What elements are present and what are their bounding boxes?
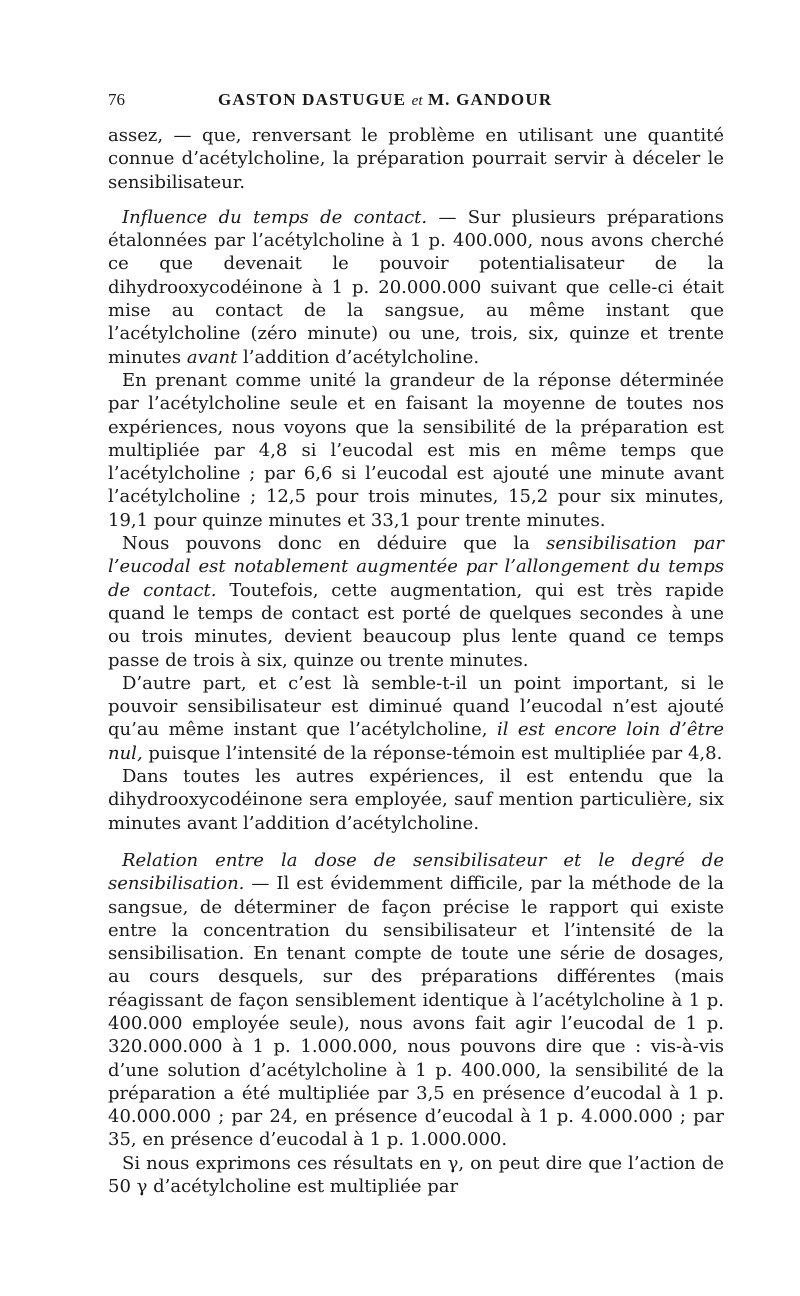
paragraph-results: En prenant comme unité la grandeur de la réponse déterminée par l’acétylcholine seule et en faisant la moyenne de toutes nos expériences, nous voyons que la sensibilité de la préparation est multipliée par 4,8 si l’eucodal est mis en même temps que l’acétylcholine ; par 6,6 si l’eucodal est ajouté une minute avant l’acétylcholine ; 12,5 pour trois minutes, 15,2 pour six minutes, 19,1 pour quinze minutes et 33,1 pour trente minutes. (108, 369, 724, 531)
emphasis-not-null: il est encore loin d’être nul, (108, 719, 724, 764)
paragraph-dose-relation (108, 849, 724, 1152)
emphasis-avant: avant (186, 346, 238, 368)
paragraph-contact-time (108, 206, 724, 369)
running-title (218, 88, 552, 113)
paragraph-other-experiences: Dans toutes les autres expériences, il est entendu que la dihydrooxycodéinone sera employée, sauf mention particulière, six minutes avant l’addition d’acétylcholine. (108, 766, 724, 834)
paragraph-text: — Il est évidemment difficile, par la méthode de la sangsue, de déterminer de façon précise le rapport qui existe entre la concentration du sensibilisateur et l’intensité de la sensibilisation. En tenant compte de toute une série de dosages, au cours desquels, sur des préparations différentes (mais réagissant de façon sensiblement identique à l’acétylcholine à 1 p. 400.000 employée seule), nous avons fait agir l’eucodal de 1 p. 320.000.000 à 1 p. 1.000.000, nous pouvons dire que : vis-à-vis d’une solution d’acétylcholine à 1 p. 400.000, la sensibilité de la préparation a été multipliée par 3,5 en présence d’eucodal à 1 p. 40.000.000 ; par 24, en présence d’eucodal à 1 p. 4.000.000 ; par 35, en présence d’eucodal à 1 p. 1.000.000. (108, 873, 724, 1151)
section-heading-contact-time: Influence du temps de contact. (122, 206, 428, 228)
author-first: GASTON DASTUGUE (218, 90, 407, 109)
paragraph-important-point (108, 672, 724, 765)
paragraph-text: — Sur plusieurs préparations étalonnées par l’acétylcholine à 1 p. 400.000, nous avons cherché ce que devenait le pouvoir potentialisateur de la dihydrooxycodéinone à 1 p. 20.000.000 suivant que celle-ci était mise au contact de la sangsue, au même instant que l’acétylcholine (zéro minute) ou une, trois, six, quinze et trente minutes (108, 206, 724, 368)
paragraph-text: Nous pouvons donc en déduire que la (122, 533, 547, 555)
running-head (108, 88, 724, 112)
page-number: 76 (108, 90, 125, 109)
paragraph-gamma: Si nous exprimons ces résultats en γ, on peut dire que l’action de 50 γ d’acétylcholine est multipliée par (108, 1152, 724, 1198)
document-page (108, 88, 724, 1198)
paragraph-continuation: assez, — que, renversant le problème en utilisant une quantité connue d’acétylcholine, la préparation pourrait servir à déceler le sensibilisateur. (108, 125, 724, 193)
paragraph-deduction (108, 532, 724, 672)
author-connector: et (411, 93, 423, 109)
paragraph-text: Toutefois, cette augmentation, qui est très rapide quand le temps de contact est porté de quelques secondes à une ou trois minutes, devient beaucoup plus lente quand ce temps passe de trois à six, quinze ou trente minutes. (108, 579, 724, 671)
paragraph-text: l’addition d’acétylcholine. (237, 346, 480, 368)
author-second: M. GANDOUR (427, 90, 553, 109)
emphasis-conclusion: sensibilisation par l’eucodal est notablement augmentée par l’allongement du temps de contact. (108, 533, 724, 601)
paragraph-text: puisque l’intensité de la réponse-témoin est multipliée par 4,8. (142, 742, 723, 764)
paragraph-text: D’autre part, et c’est là semble-t-il un point important, si le pouvoir sensibilisateur est diminué quand l’eucodal n’est ajouté qu’au même instant que l’acétylcholine, (108, 672, 724, 741)
section-heading-dose-relation: Relation entre la dose de sensibilisateur et le degré de sensibilisation. (108, 849, 724, 895)
